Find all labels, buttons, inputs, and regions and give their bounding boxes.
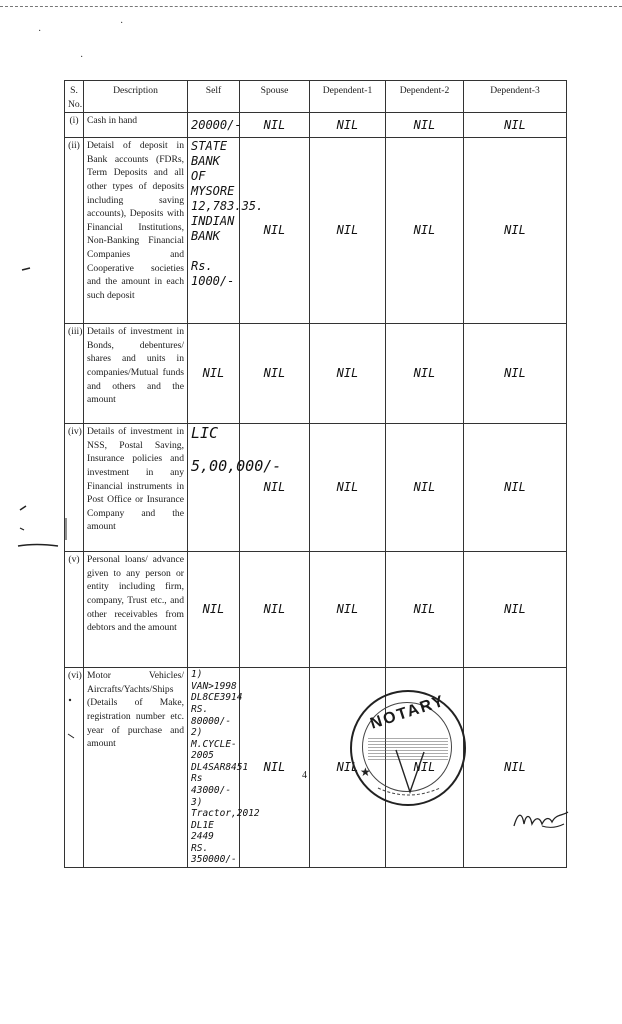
- row-sno: (v): [65, 552, 84, 668]
- row-dependent-3-value: NIL: [464, 138, 567, 324]
- row-self-value: STATE BANK OF MYSORE 12,783.35. INDIAN BANK Rs. 1000/-: [191, 139, 264, 289]
- row-dependent-3-value: NIL: [464, 424, 567, 552]
- table-row: [65, 424, 567, 552]
- row-description: Details of investment in NSS, Postal Saving, Insurance policies and investment in any Financial instruments in Post Office or Insurance Company and the amount: [84, 424, 188, 552]
- page-number: 4: [302, 770, 307, 781]
- notary-seal: [350, 690, 466, 806]
- svg-text:★: ★: [360, 765, 371, 779]
- row-sno: (ii): [65, 138, 84, 324]
- handwritten-signature: [512, 806, 572, 834]
- row-dependent-2-value: NIL: [386, 668, 464, 868]
- row-description: Personal loans/ advance given to any person or entity including firm, company, Trust etc., and other receivables from debtors and the amount: [84, 552, 188, 668]
- row-dependent-2-value: NIL: [386, 324, 464, 424]
- row-dependent-1-value: NIL: [310, 668, 386, 868]
- top-dashed-edge: [0, 6, 622, 7]
- row-description: Cash in hand: [84, 113, 188, 138]
- row-dependent-3-value: NIL: [464, 113, 567, 138]
- table-row: [65, 113, 567, 138]
- row-self-value: NIL: [188, 324, 240, 424]
- row-dependent-2-value: NIL: [386, 138, 464, 324]
- row-description: Detaisl of deposit in Bank accounts (FDRs, Term Deposits and all other types of deposits including saving accounts), Deposits with Financial Institutions, Non-Banking Financial Companies and Cooperative societies and the amount in each such deposit: [84, 138, 188, 324]
- scan-speck: ·: [120, 18, 124, 29]
- row-spouse-value: NIL: [240, 552, 310, 668]
- row-dependent-1-value: NIL: [310, 424, 386, 552]
- row-dependent-1-value: NIL: [310, 138, 386, 324]
- row-self-value: LIC 5,00,000/-: [191, 424, 282, 476]
- row-self-value: 20000/-: [188, 113, 240, 138]
- row-spouse-value: NIL: [240, 324, 310, 424]
- header-description: Description: [84, 81, 188, 113]
- row-sno: (i): [65, 113, 84, 138]
- header-dependent-2: Dependent-2: [386, 81, 464, 113]
- row-description: Motor Vehicles/ Aircrafts/Yachts/Ships (Details of Make, registration number etc. year of purchase and amount: [84, 668, 188, 868]
- row-dependent-2-value: NIL: [386, 424, 464, 552]
- row-spouse-value: NIL: [240, 113, 310, 138]
- table-row: [65, 138, 567, 324]
- row-dependent-3-value: NIL: [464, 668, 567, 868]
- row-sno: (iii): [65, 324, 84, 424]
- header-spouse: Spouse: [240, 81, 310, 113]
- row-sno: (iv): [65, 424, 84, 552]
- row-dependent-1-value: NIL: [310, 113, 386, 138]
- row-dependent-2-value: NIL: [386, 113, 464, 138]
- row-self-cell: [188, 138, 264, 324]
- row-self-cell: [188, 668, 260, 868]
- row-dependent-3-value: NIL: [464, 552, 567, 668]
- row-self-value: NIL: [188, 552, 240, 668]
- header-sno: S. No.: [65, 81, 84, 113]
- row-spouse-value: NIL: [240, 138, 310, 324]
- table-row: [65, 668, 567, 868]
- table-row: [65, 324, 567, 424]
- header-dependent-1: Dependent-1: [310, 81, 386, 113]
- movable-assets-table: [64, 80, 567, 868]
- header-self: Self: [188, 81, 240, 113]
- header-row: [65, 81, 567, 113]
- row-spouse-value: NIL: [240, 668, 310, 868]
- row-self-value: 1) VAN>1998 DL8CE3914 RS. 80000/- 2) M.CYCLE-2005 DL4SAR8451 Rs 43000/- 3) Tractor,2012 DL1E 2449 RS. 350000/-: [191, 669, 260, 866]
- row-sno: (vi): [65, 668, 84, 868]
- seal-top-text: NOTARY: [368, 692, 448, 733]
- row-dependent-1-value: NIL: [310, 324, 386, 424]
- seal-marks: [352, 692, 464, 804]
- scan-speck: ·: [38, 26, 42, 37]
- row-dependent-3-value: NIL: [464, 324, 567, 424]
- row-dependent-2-value: NIL: [386, 552, 464, 668]
- row-dependent-1-value: NIL: [310, 552, 386, 668]
- scan-speck: ·: [80, 52, 84, 63]
- row-spouse-value: NIL: [240, 424, 310, 552]
- header-dependent-3: Dependent-3: [464, 81, 567, 113]
- row-description: Details of investment in Bonds, debentures/ shares and units in companies/Mutual funds and others and the amount: [84, 324, 188, 424]
- table-row: [65, 552, 567, 668]
